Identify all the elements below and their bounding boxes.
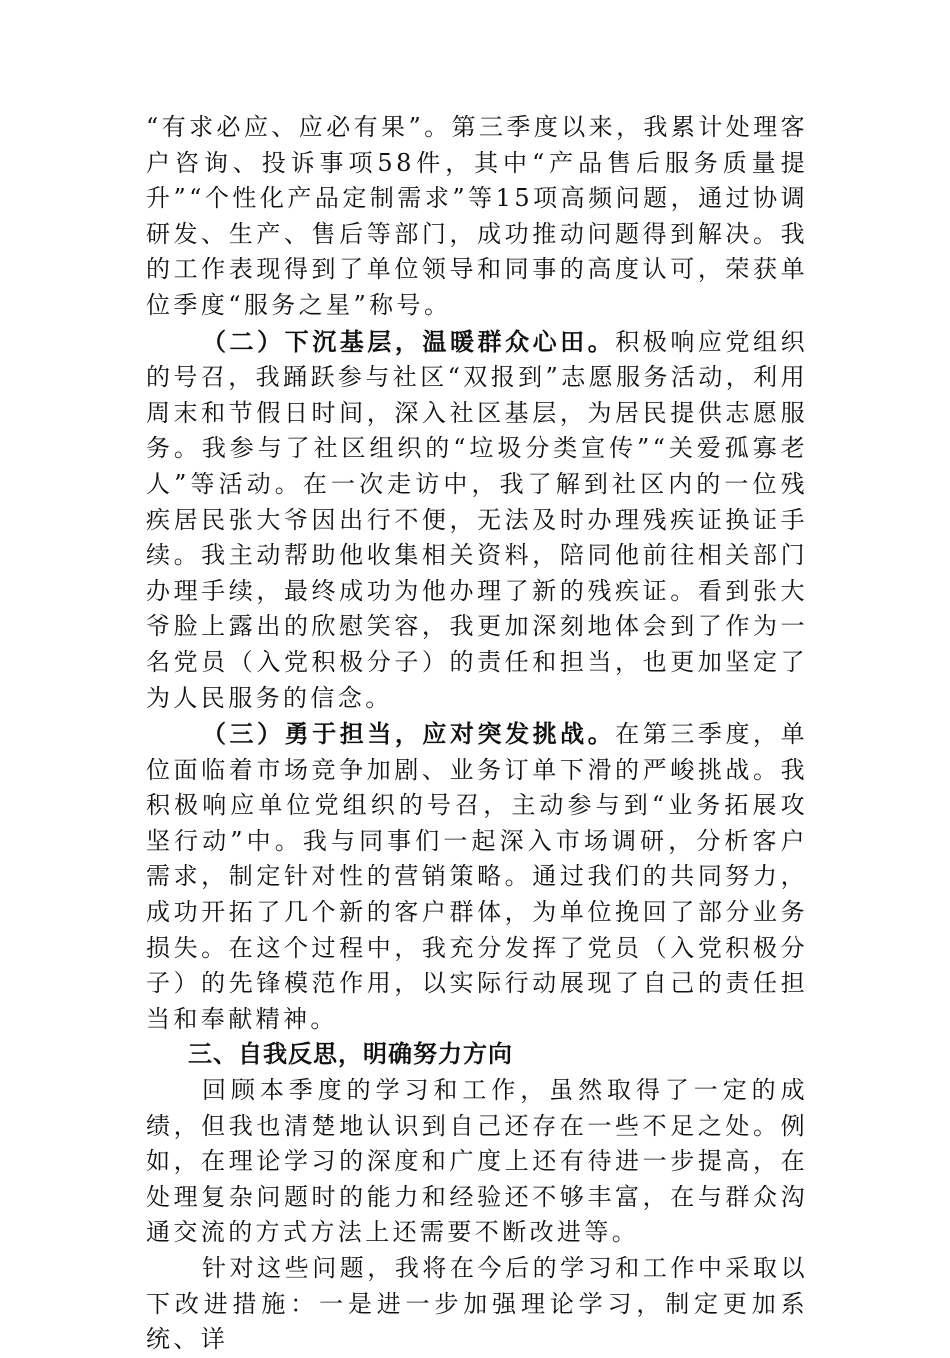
section-heading: 三、自我反思，明确努力方向	[188, 1040, 513, 1069]
paragraph-improvement-measures	[146, 1251, 808, 1358]
subsection-lead: （三）勇于担当，应对突发挑战。	[202, 719, 616, 749]
paragraph-self-reflection	[146, 1073, 808, 1251]
paragraph-text: 回顾本季度的学习和工作，虽然取得了一定的成绩，但我也清楚地认识到自己还存在一些不足之处。例如，在理论学习的深度和广度上还有待进一步提高，在处理复杂问题时的能力和经验还不够丰富，在与群众沟通交流的方式方法上还需要不断改进等。	[146, 1076, 808, 1247]
paragraph-text: 积极响应党组织的号召，我踊跃参与社区“双报到”志愿服务活动，利用周末和节假日时间，深入社区基层，为居民提供志愿服务。我参与了社区组织的“垃圾分类宣传”“关爱孤寡老人”等活动。在一次走访中，我了解到社区内的一位残疾居民张大爷因出行不便，无法及时办理残疾证换证手续。我主动帮助他收集相关资料，陪同他前往相关部门办理手续，最终成功为他办理了新的残疾证。看到张大爷脸上露出的欣慰笑容，我更加深刻地体会到了作为一名党员（入党积极分子）的责任和担当，也更加坚定了为人民服务的信念。	[146, 327, 808, 712]
paragraph-responsibility	[146, 716, 808, 1037]
paragraph-text: 针对这些问题，我将在今后的学习和工作中采取以下改进措施：一是进一步加强理论学习，制定更加系统、详	[146, 1254, 808, 1354]
paragraph-text: “有求必应、应必有果”。第三季度以来，我累计处理客户咨询、投诉事项58件，其中“产品售后服务质量提升”“个性化产品定制需求”等15项高频问题，通过协调研发、生产、售后等部门，成功推动问题得到解决。我的工作表现得到了单位领导和同事的高度认可，荣获单位季度“服务之星”称号。	[146, 113, 808, 319]
subsection-lead: （二）下沉基层，温暖群众心田。	[202, 326, 616, 356]
paragraph-community-service	[146, 324, 808, 717]
paragraph-service-results	[146, 110, 808, 324]
paragraph-text: 在第三季度，单位面临着市场竞争加剧、业务订单下滑的严峻挑战。我积极响应单位党组织的号召，主动参与到“业务拓展攻坚行动”中。我与同事们一起深入市场调研，分析客户需求，制定针对性的营销策略。通过我们的共同努力，成功开拓了几个新的客户群体，为单位挽回了部分业务损失。在这个过程中，我充分发挥了党员（入党积极分子）的先锋模范作用，以实际行动展现了自己的责任担当和奉献精神。	[146, 720, 808, 1033]
document-page	[146, 110, 808, 1358]
